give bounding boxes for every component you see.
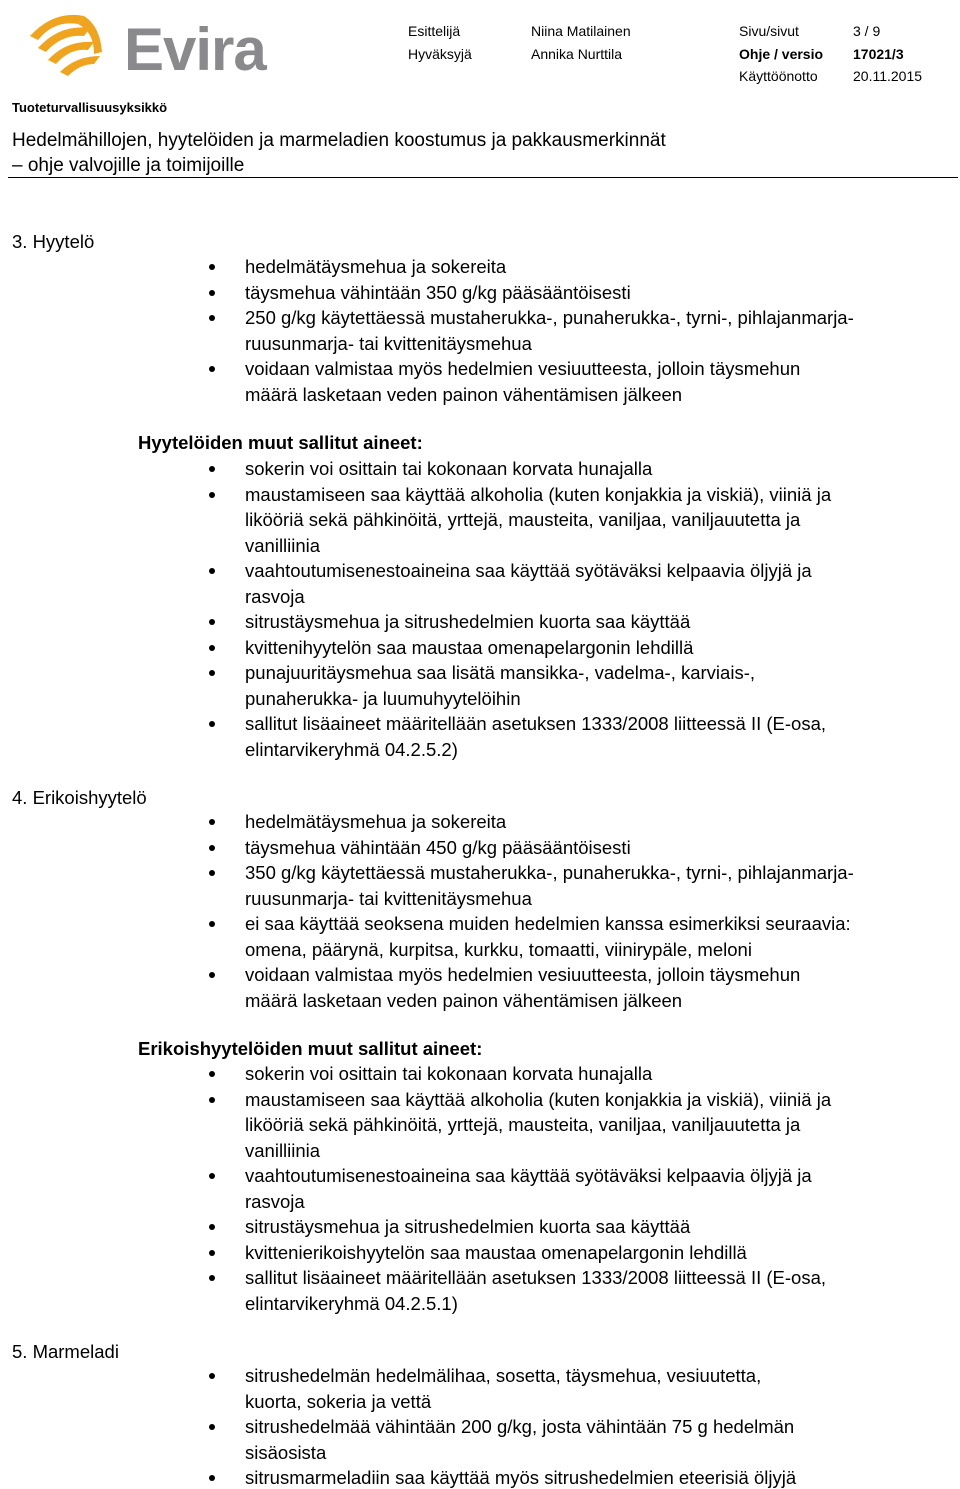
section-heading-erikoishyytelo: 4. Erikoishyytelö <box>12 787 147 808</box>
list-item-text: sitrushedelmää vähintään 200 g/kg, josta vähintään 75 g hedelmän sisäosista <box>245 1416 795 1463</box>
list-item-text: maustamiseen saa käyttää alkoholia (kuten konjakkia ja viskiä), viiniä ja likööriä sekä pähkinöitä, yrttejä, mausteita, vaniljaa, vaniljauutetta ja vanilliinia <box>245 483 832 556</box>
bullet-icon <box>209 619 215 625</box>
list-item-text: täysmehua vähintään 350 g/kg pääsääntöisesti <box>245 281 631 303</box>
bullet-icon <box>209 670 215 676</box>
list-item-text: sokerin voi osittain tai kokonaan korvata hunajalla <box>245 458 653 479</box>
evira-sunburst-icon <box>24 8 124 83</box>
list-item-text: sokerin voi osittain tai kokonaan korvata hunajalla <box>245 1063 653 1084</box>
bullet-icon <box>209 972 215 978</box>
list-item <box>208 1265 948 1316</box>
list-item <box>208 860 948 911</box>
bullet-icon <box>209 315 215 321</box>
list-item-text: maustamiseen saa käyttää alkoholia (kuten konjakkia ja viskiä), viiniä ja likööriä sekä pähkinöitä, yrttejä, mausteita, vaniljaa, vaniljauutetta ja vanilliinia <box>245 1088 832 1161</box>
section-heading-hyytelo: 3. Hyytelö <box>12 231 95 252</box>
bullet-icon <box>209 870 215 876</box>
list-item <box>208 1087 948 1164</box>
list-item <box>208 635 948 661</box>
evira-wordmark: Evira <box>124 16 266 83</box>
list-item-text: kvittenierikoishyytelön saa maustaa omenapelargonin lehdillä <box>245 1241 747 1263</box>
list-item <box>208 809 948 835</box>
page-value: 3 / 9 <box>853 23 881 39</box>
list-item-text: vaahtoutumisenestoaineina saa käyttää syötäväksi kelpaavia öljyjä ja rasvoja <box>245 560 812 607</box>
bullet-icon <box>209 1071 215 1077</box>
list-item-text: täysmehua vähintään 450 g/kg pääsääntöisesti <box>245 836 631 858</box>
bullet-list <box>208 1061 948 1316</box>
bullet-icon <box>209 366 215 372</box>
bullet-icon <box>209 492 215 498</box>
list-item-text: voidaan valmistaa myös hedelmien vesiuutteesta, jolloin täysmehun määrä lasketaan veden painon vähentämisen jälkeen <box>245 964 801 1011</box>
list-item <box>208 1061 948 1087</box>
list-item <box>208 711 948 762</box>
bullet-icon <box>209 1224 215 1230</box>
bullet-icon <box>209 264 215 270</box>
presenter-label: Esittelijä <box>408 23 461 39</box>
bullet-icon <box>209 1424 215 1430</box>
list-item-text: sallitut lisäaineet määritellään asetuksen 1333/2008 liitteessä II (E-osa, elintarvikeryhmä 04.2.5.2) <box>245 713 827 760</box>
list-item <box>208 835 948 861</box>
adoption-label: Käyttöönotto <box>739 68 818 84</box>
bullet-icon <box>209 290 215 296</box>
list-item-text: 350 g/kg käytettäessä mustaherukka-, punaherukka-, tyrni-, pihlajanmarja- ruusunmarja- tai kvittenitäysmehua <box>245 862 854 909</box>
list-item <box>208 254 948 280</box>
document-title-line1: Hedelmähillojen, hyytelöiden ja marmeladien koostumus ja pakkausmerkinnät <box>12 130 666 151</box>
list-item-text: sallitut lisäaineet määritellään asetuksen 1333/2008 liitteessä II (E-osa, elintarvikeryhmä 04.2.5.1) <box>245 1267 827 1314</box>
evira-logo <box>24 8 274 83</box>
bullet-icon <box>209 845 215 851</box>
presenter-name: Niina Matilainen <box>531 23 631 39</box>
list-item-text: kvittenihyytelön saa maustaa omenapelargonin lehdillä <box>245 636 694 658</box>
document-title-line2: – ohje valvojille ja toimijoille <box>12 155 245 176</box>
approver-label: Hyväksyjä <box>408 46 472 62</box>
list-item-text: voidaan valmistaa myös hedelmien vesiuutteesta, jolloin täysmehun määrä lasketaan veden painon vähentämisen jälkeen <box>245 358 801 405</box>
sub-heading-hyytelo-additives: Hyytelöiden muut sallitut aineet: <box>138 432 423 453</box>
section-heading-marmeladi: 5. Marmeladi <box>12 1341 119 1362</box>
bullet-icon <box>209 1275 215 1281</box>
version-label: Ohje / versio <box>739 46 824 62</box>
adoption-date: 20.11.2015 <box>853 68 923 84</box>
list-item <box>208 280 948 306</box>
bullet-icon <box>209 466 215 472</box>
bullet-icon <box>209 1250 215 1256</box>
list-item <box>208 1465 948 1489</box>
bullet-icon <box>209 721 215 727</box>
list-item <box>208 660 948 711</box>
list-item <box>208 609 948 635</box>
list-item <box>208 1163 948 1214</box>
list-item-text: punajuuritäysmehua saa lisätä mansikka-, vadelma-, karviais-, punaherukka- ja luumuhyytelöihin <box>245 662 755 709</box>
list-item-text: ei saa käyttää seoksena muiden hedelmien kanssa esimerkiksi seuraavia: omena, päärynä, kurpitsa, kurkku, tomaatti, viinirypäle, meloni <box>245 913 851 960</box>
bullet-list <box>208 456 948 762</box>
bullet-list <box>208 254 948 407</box>
list-item <box>208 482 948 559</box>
list-item <box>208 1240 948 1266</box>
bullet-icon <box>209 645 215 651</box>
document-title <box>12 128 666 178</box>
bullet-icon <box>209 1097 215 1103</box>
list-item-text: hedelmätäysmehua ja sokereita <box>245 256 507 277</box>
bullet-icon <box>209 921 215 927</box>
bullet-list <box>208 809 948 1013</box>
header-divider <box>8 177 958 178</box>
bullet-icon <box>209 819 215 825</box>
bullet-icon <box>209 1173 215 1179</box>
list-item-text: 250 g/kg käytettäessä mustaherukka-, punaherukka-, tyrni-, pihlajanmarja- ruusunmarja- tai kvittenitäysmehua <box>245 307 854 354</box>
bullet-list <box>208 1363 948 1489</box>
list-item <box>208 305 948 356</box>
list-item-text: sitrushedelmän hedelmälihaa, sosetta, täysmehua, vesiuutetta, kuorta, sokeria ja vettä <box>245 1365 762 1412</box>
list-item <box>208 356 948 407</box>
list-item-text: hedelmätäysmehua ja sokereita <box>245 811 507 832</box>
list-item <box>208 911 948 962</box>
list-item <box>208 962 948 1013</box>
list-item <box>208 456 948 482</box>
list-item <box>208 1363 948 1414</box>
version-value: 17021/3 <box>853 46 904 62</box>
list-item <box>208 1214 948 1240</box>
list-item <box>208 1414 948 1465</box>
unit-name: Tuoteturvallisuusyksikkö <box>12 100 168 115</box>
sub-heading-erikoishyytelo-additives: Erikoishyytelöiden muut sallitut aineet: <box>138 1038 483 1059</box>
list-item-text: sitrustäysmehua ja sitrushedelmien kuorta saa käyttää <box>245 611 691 632</box>
bullet-icon <box>209 568 215 574</box>
list-item-text: vaahtoutumisenestoaineina saa käyttää syötäväksi kelpaavia öljyjä ja rasvoja <box>245 1165 812 1212</box>
list-item-text: sitrusmarmeladiin saa käyttää myös sitrushedelmien eteerisiä öljyjä <box>245 1467 797 1488</box>
list-item-text: sitrustäysmehua ja sitrushedelmien kuorta saa käyttää <box>245 1216 691 1237</box>
page-label: Sivu/sivut <box>739 23 799 39</box>
approver-name: Annika Nurttila <box>531 46 623 62</box>
bullet-icon <box>209 1475 215 1481</box>
list-item <box>208 558 948 609</box>
bullet-icon <box>209 1373 215 1379</box>
